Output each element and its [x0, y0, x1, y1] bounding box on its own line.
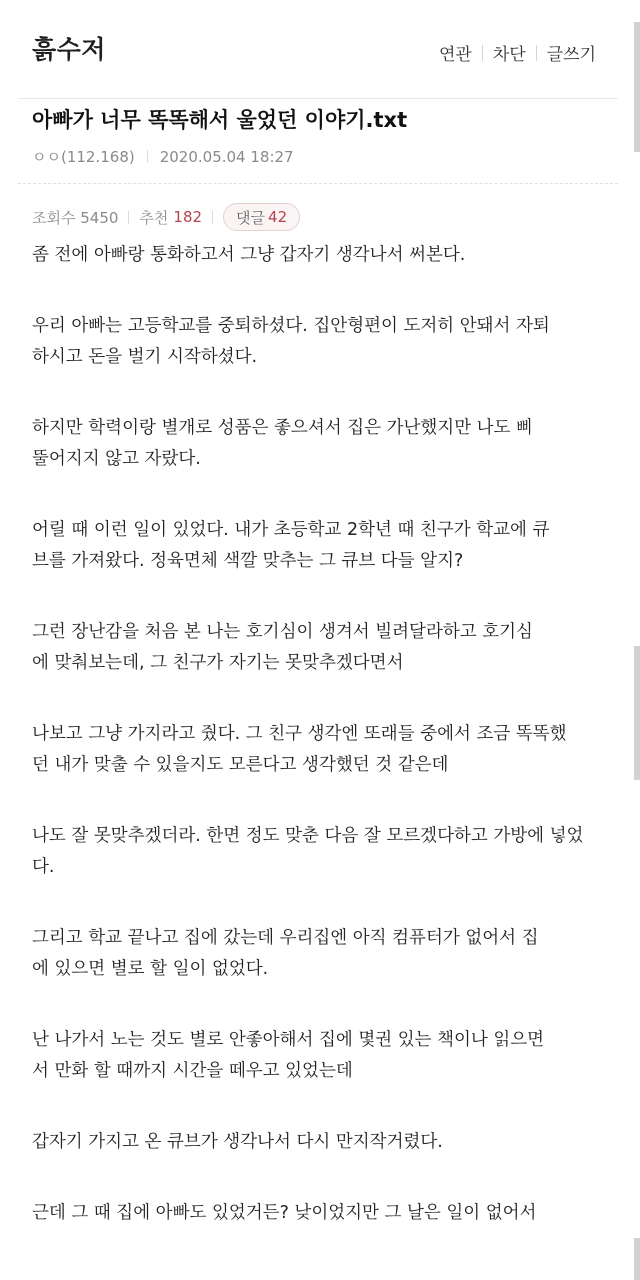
- body-paragraph: 나도 잘 못맞추겠더라. 한면 정도 맞춘 다음 잘 모르겠다하고 가방에 넣었 다.: [32, 826, 584, 877]
- body-paragraph: 그리고 학교 끝나고 집에 갔는데 우리집엔 아직 컴퓨터가 없어서 집 에 있으면 별로 할 일이 없었다.: [32, 928, 539, 979]
- comments-count: 42: [268, 208, 288, 226]
- post-stats: [32, 203, 300, 231]
- gallery-title[interactable]: 흙수저: [32, 35, 106, 64]
- body-paragraph: 그런 장난감을 처음 본 나는 호기심이 생겨서 빌려달라하고 호기심 에 맞춰보는데, 그 친구가 자기는 못맞추겠다면서: [32, 622, 533, 673]
- stats-divider: [128, 211, 129, 224]
- block-link[interactable]: 차단: [492, 45, 526, 65]
- body-paragraph: 나보고 그냥 가지라고 줬다. 그 친구 생각엔 또래들 중에서 조금 똑똑했 던 내가 맞출 수 있을지도 모른다고 생각했던 것 같은데: [32, 724, 567, 775]
- post-title: 아빠가 너무 똑똑해서 울었던 이야기.txt: [32, 108, 408, 132]
- view-count: 조회수 5450: [32, 208, 119, 227]
- body-paragraph: 좀 전에 아빠랑 통화하고서 그냥 갑자기 생각나서 써본다.: [32, 245, 466, 265]
- stats-divider: [212, 211, 213, 224]
- comments-button[interactable]: [223, 203, 300, 231]
- post-meta: [32, 146, 294, 167]
- body-paragraph: 근데 그 때 집에 아빠도 있었거든? 낮이었지만 그 날은 일이 없어서: [32, 1203, 537, 1223]
- author-name[interactable]: ㅇㅇ(112.168): [32, 148, 135, 166]
- body-paragraph: 난 나가서 노는 것도 별로 안좋아해서 집에 몇권 있는 책이나 읽으면 서 만화 할 때까지 시간을 떼우고 있었는데: [32, 1030, 545, 1081]
- post-body: [32, 240, 612, 1269]
- related-link[interactable]: 연관: [439, 45, 472, 65]
- write-link[interactable]: 글쓰기: [546, 45, 596, 65]
- scrollbar-thumb[interactable]: [634, 22, 640, 152]
- body-paragraph: 어릴 때 이런 일이 있었다. 내가 초등학교 2학년 때 친구가 학교에 큐 브를 가져왔다. 정육면체 색깔 맞추는 그 큐브 다들 알지?: [32, 520, 550, 571]
- nav-divider: [536, 45, 537, 61]
- body-paragraph: 갑자기 가지고 온 큐브가 생각나서 다시 만지작거렸다.: [32, 1132, 443, 1152]
- recommend-label: 추천: [139, 208, 169, 227]
- body-paragraph: 하지만 학력이랑 별개로 성품은 좋으셔서 집은 가난했지만 나도 삐 뚤어지지 않고 자랐다.: [32, 418, 533, 469]
- scrollbar-thumb[interactable]: [634, 1238, 640, 1280]
- post-date: 2020.05.04 18:27: [159, 147, 294, 166]
- nav-divider: [482, 45, 483, 61]
- header-divider: [18, 98, 618, 99]
- site-header: [0, 0, 640, 100]
- meta-divider: [147, 150, 148, 163]
- header-nav: [439, 40, 596, 65]
- comments-label: 댓글: [236, 208, 266, 227]
- scrollbar-thumb[interactable]: [634, 646, 640, 780]
- recommend-count: 182: [173, 208, 203, 226]
- body-paragraph: 우리 아빠는 고등학교를 중퇴하셨다. 집안형편이 도저히 안돼서 자퇴 하시고 돈을 벌기 시작하셨다.: [32, 316, 550, 367]
- meta-divider-line: [18, 183, 618, 184]
